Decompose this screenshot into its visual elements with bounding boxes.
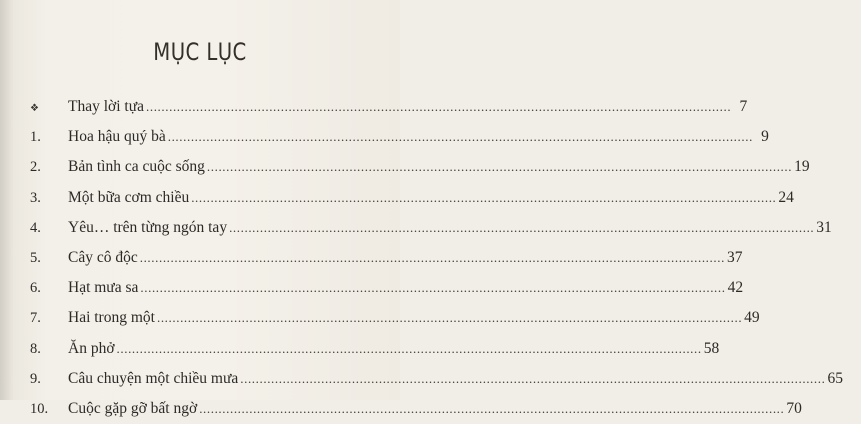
toc-entry (30, 303, 760, 333)
toc-entry-page: 58 (703, 339, 720, 357)
toc-entry-number: 8. (30, 340, 41, 357)
toc-entry (30, 152, 810, 182)
toc-entry (30, 213, 832, 243)
toc-entry-title: Cuộc gặp gỡ bất ngờ (68, 399, 198, 417)
toc-entry-number: 1. (30, 129, 41, 146)
toc-entry-title: Ăn phở (68, 339, 115, 357)
toc-entry-page: 7 (739, 98, 748, 115)
toc-entry-number: 6. (30, 280, 41, 297)
dot-leader (168, 122, 753, 152)
dot-leader (199, 394, 784, 424)
toc-entry (30, 394, 802, 424)
toc-entry-number: 10. (30, 400, 49, 417)
toc-entry (30, 364, 843, 394)
toc-entry (30, 122, 769, 152)
dot-leader (229, 213, 814, 243)
toc-entry-page: 31 (816, 218, 832, 236)
toc-entry-title: Hạt mưa sa (68, 279, 139, 297)
toc-entry-page: 37 (726, 248, 743, 266)
toc-entry-title: Yêu… trên từng ngón tay (68, 218, 228, 236)
dot-leader (140, 243, 725, 273)
toc-entry-number: 4. (30, 219, 41, 236)
toc-entry (30, 334, 720, 364)
toc-entry-page: 42 (727, 279, 744, 297)
dot-leader (207, 152, 792, 182)
toc-entry-page: 24 (778, 188, 794, 206)
toc-entry-number: 5. (30, 249, 41, 266)
toc-entry-title: Bản tình ca cuộc sống (68, 158, 205, 176)
dot-leader (157, 303, 742, 333)
toc-entry-page: 49 (744, 309, 760, 327)
toc-entry-title: Hoa hậu quý bà (68, 128, 166, 146)
toc-entry-number: 7. (30, 310, 41, 327)
dot-leader (140, 273, 725, 303)
toc-entry (30, 273, 744, 303)
toc-entry-title: Cây cô độc (68, 248, 138, 266)
page-title: MỤC LỤC (153, 38, 247, 66)
toc-entry-title: Thay lời tựa (68, 98, 144, 115)
toc-entry-title: Câu chuyện một chiều mưa (68, 369, 239, 387)
toc-entry-number: 2. (30, 159, 41, 176)
toc-entry-number: 9. (30, 370, 41, 387)
toc-entry-title: Một bữa cơm chiều (68, 188, 190, 206)
toc-entry-preface (30, 92, 748, 122)
toc-entry-page: 9 (761, 128, 769, 146)
toc-entry-page: 70 (786, 399, 802, 417)
dot-leader (117, 334, 702, 364)
toc-entry-title: Hai trong một (68, 309, 155, 327)
diamond-bullet-icon: ❖ (30, 103, 39, 114)
toc-entry (30, 183, 794, 213)
toc-entry-page: 65 (827, 369, 843, 387)
dot-leader (146, 92, 731, 122)
table-of-contents (30, 92, 843, 424)
dot-leader (240, 364, 825, 394)
toc-entry-number: 3. (30, 189, 41, 206)
toc-entry (30, 243, 743, 273)
dot-leader (191, 183, 776, 213)
toc-entry-page: 19 (794, 158, 810, 176)
